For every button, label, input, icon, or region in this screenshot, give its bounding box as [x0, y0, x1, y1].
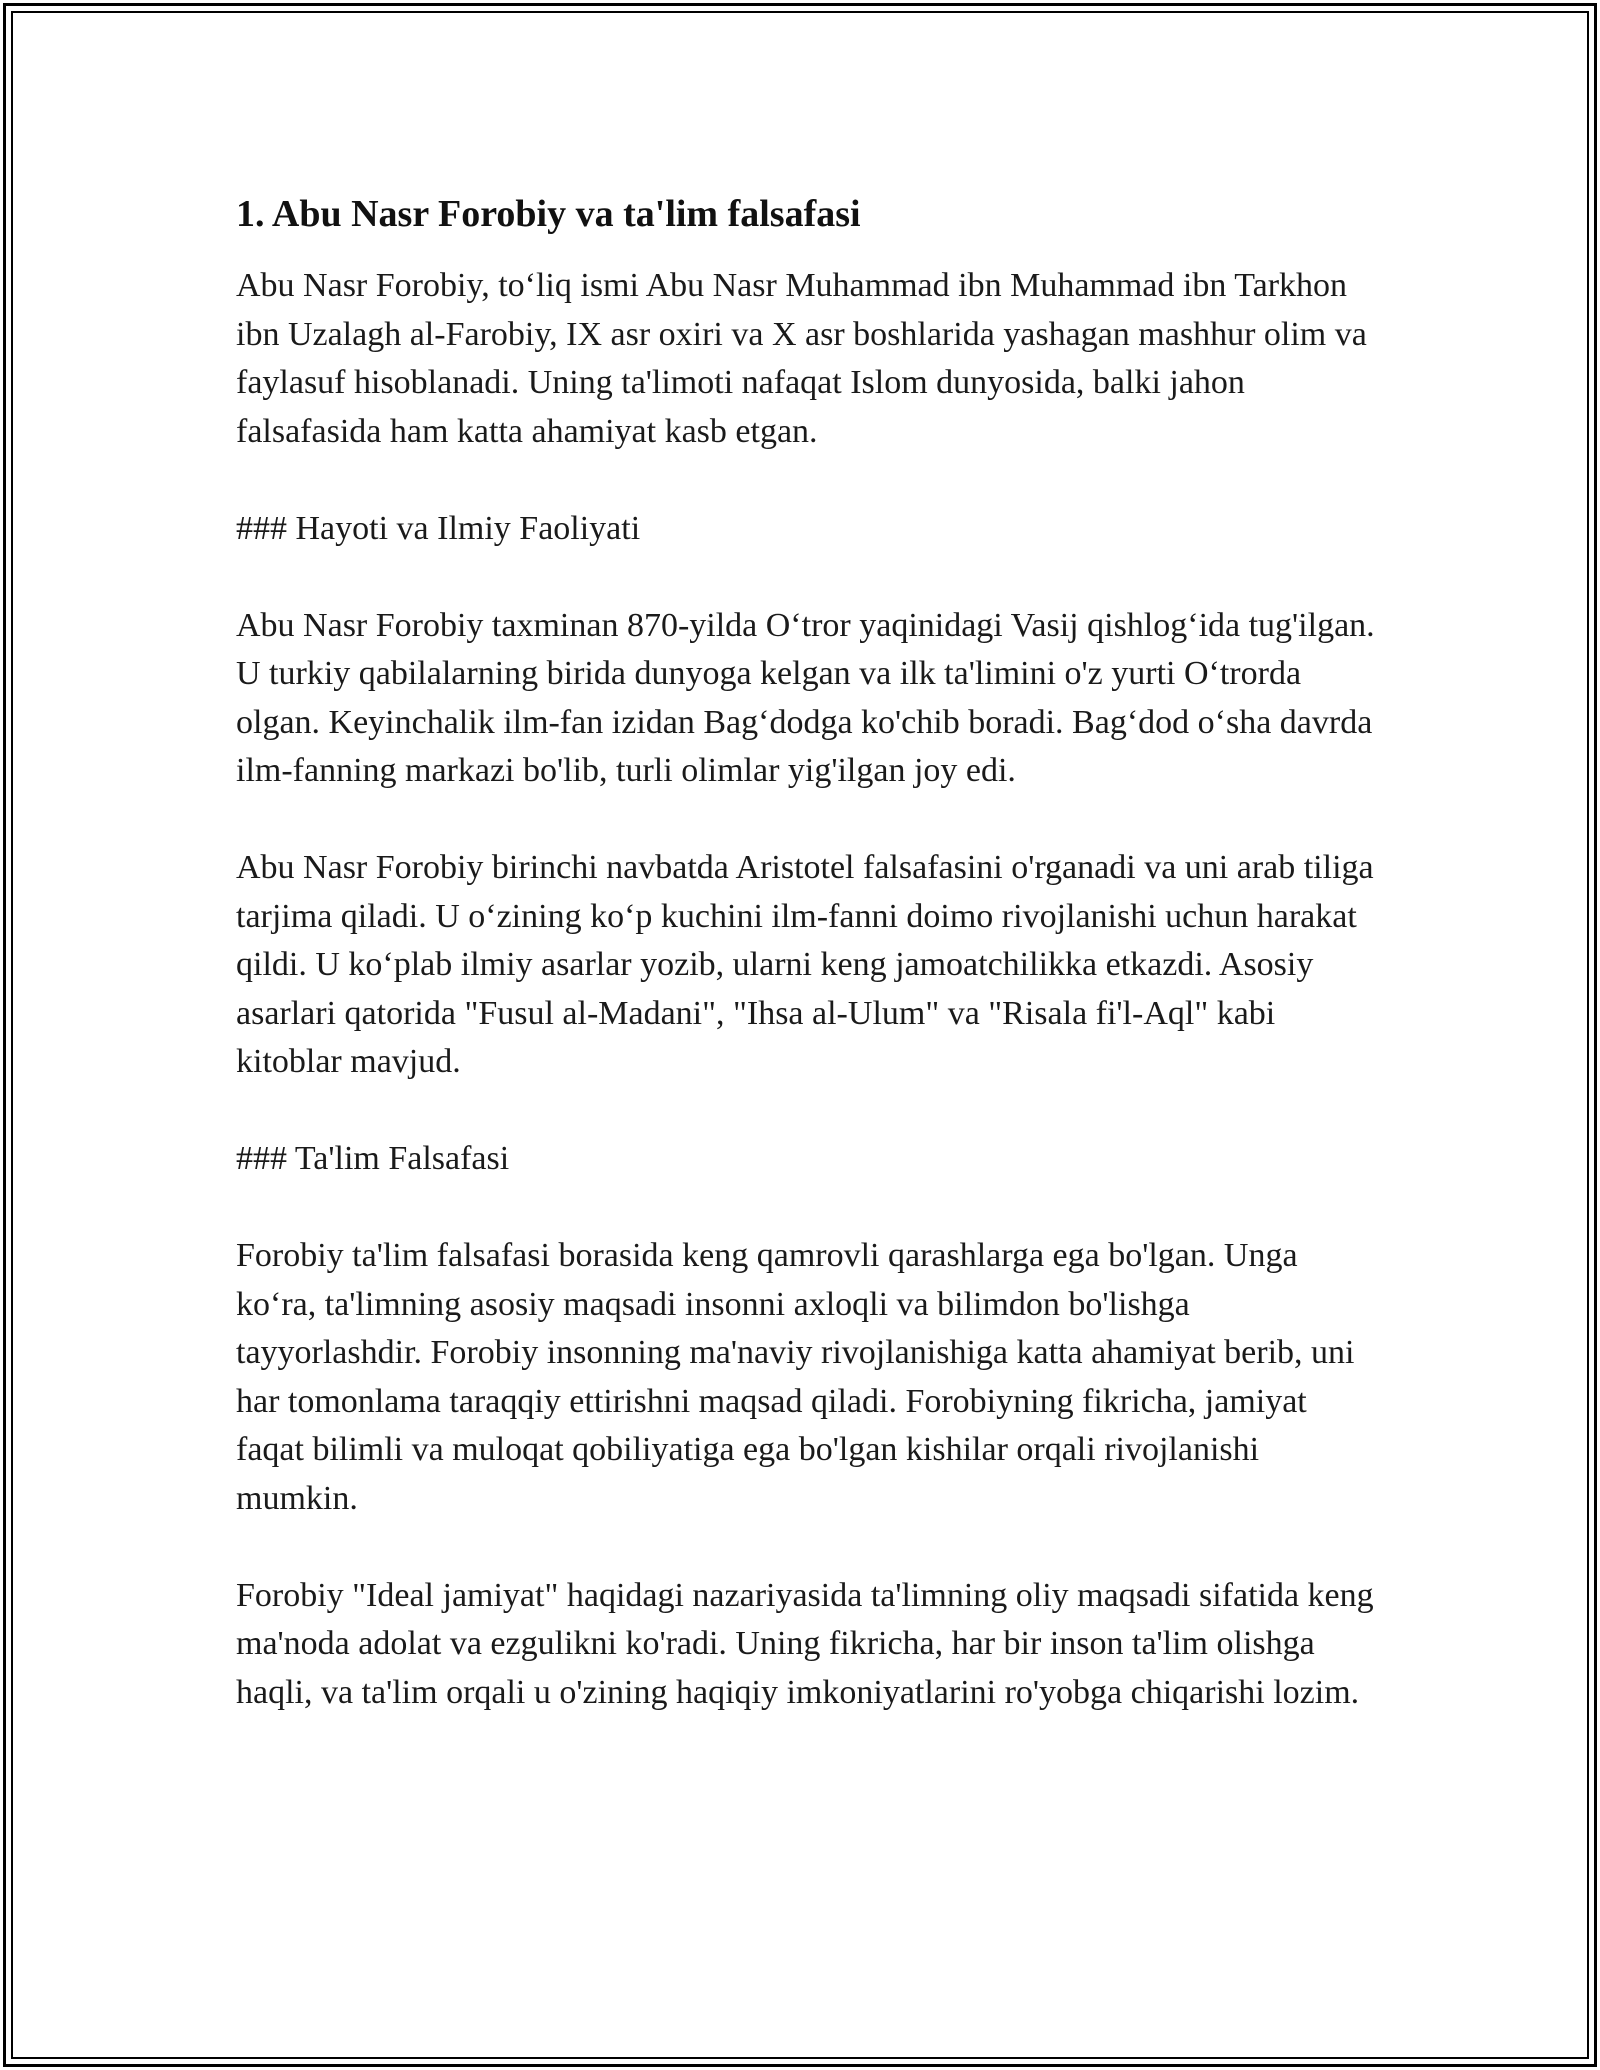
paragraph-works: Abu Nasr Forobiy birinchi navbatda Aristotel falsafasini o'rganadi va uni arab tiliga tarjima qiladi. U o‘zining ko‘p kuchini ilm-fanni doimo rivojlanishi uchun harakat qildi. U ko‘plab ilmiy asarlar yozib, ularni keng jamoatchilikka etkazdi. Asosiy asarlari qatorida "Fusul al-Madani", "Ihsa al-Ulum" va "Risala fi'l-Aql" kabi kitoblar mavjud.	[236, 849, 1374, 1080]
document-title: 1. Abu Nasr Forobiy va ta'lim falsafasi	[236, 193, 861, 235]
paragraph-ideal-society: Forobiy "Ideal jamiyat" haqidagi nazariyasida ta'limning oliy maqsadi sifatida keng ma'noda adolat va ezgulikni ko'radi. Uning fikricha, har bir inson ta'lim olishga haqli, va ta'lim orqali u o'zining haqiqiy imkoniyatlarini ro'yobga chiqarishi lozim.	[236, 1576, 1374, 1711]
paragraph-intro: Abu Nasr Forobiy, to‘liq ismi Abu Nasr Muhammad ibn Muhammad ibn Tarkhon ibn Uzalagh al-Farobiy, IX asr oxiri va X asr boshlarida yashagan mashhur olim va faylasuf hisoblanadi. Uning ta'limoti nafaqat Islom dunyosida, balki jahon falsafasida ham katta ahamiyat kasb etgan.	[236, 267, 1367, 450]
section-heading-hayoti: ### Hayoti va Ilmiy Faoliyati	[236, 509, 641, 547]
paragraph-birth: Abu Nasr Forobiy taxminan 870-yilda O‘tror yaqinidagi Vasij qishlog‘ida tug'ilgan. U turkiy qabilalarning birida dunyoga kelgan va ilk ta'limini o'z yurti O‘trorda olgan. Keyinchalik ilm-fan izidan Bag‘dodga ko'chib boradi. Bag‘dod o‘sha davrda ilm-fanning markazi bo'lib, turli olimlar yig'ilgan joy edi.	[236, 606, 1375, 789]
section-heading-talim: ### Ta'lim Falsafasi	[236, 1140, 510, 1177]
paragraph-education-philosophy: Forobiy ta'lim falsafasi borasida keng qamrovli qarashlarga ega bo'lgan. Unga ko‘ra, ta'limning asosiy maqsadi insonni axloqli va bilimdon bo'lishga tayyorlashdir. Forobiy insonning ma'naviy rivojlanishiga katta ahamiyat berib, uni har tomonlama taraqqiy ettirishni maqsad qiladi. Forobiyning fikricha, jamiyat faqat bilimli va muloqat qobiliyatiga ega bo'lgan kishilar orqali rivojlanishi mumkin.	[236, 1237, 1355, 1517]
document-body	[236, 190, 1376, 1717]
